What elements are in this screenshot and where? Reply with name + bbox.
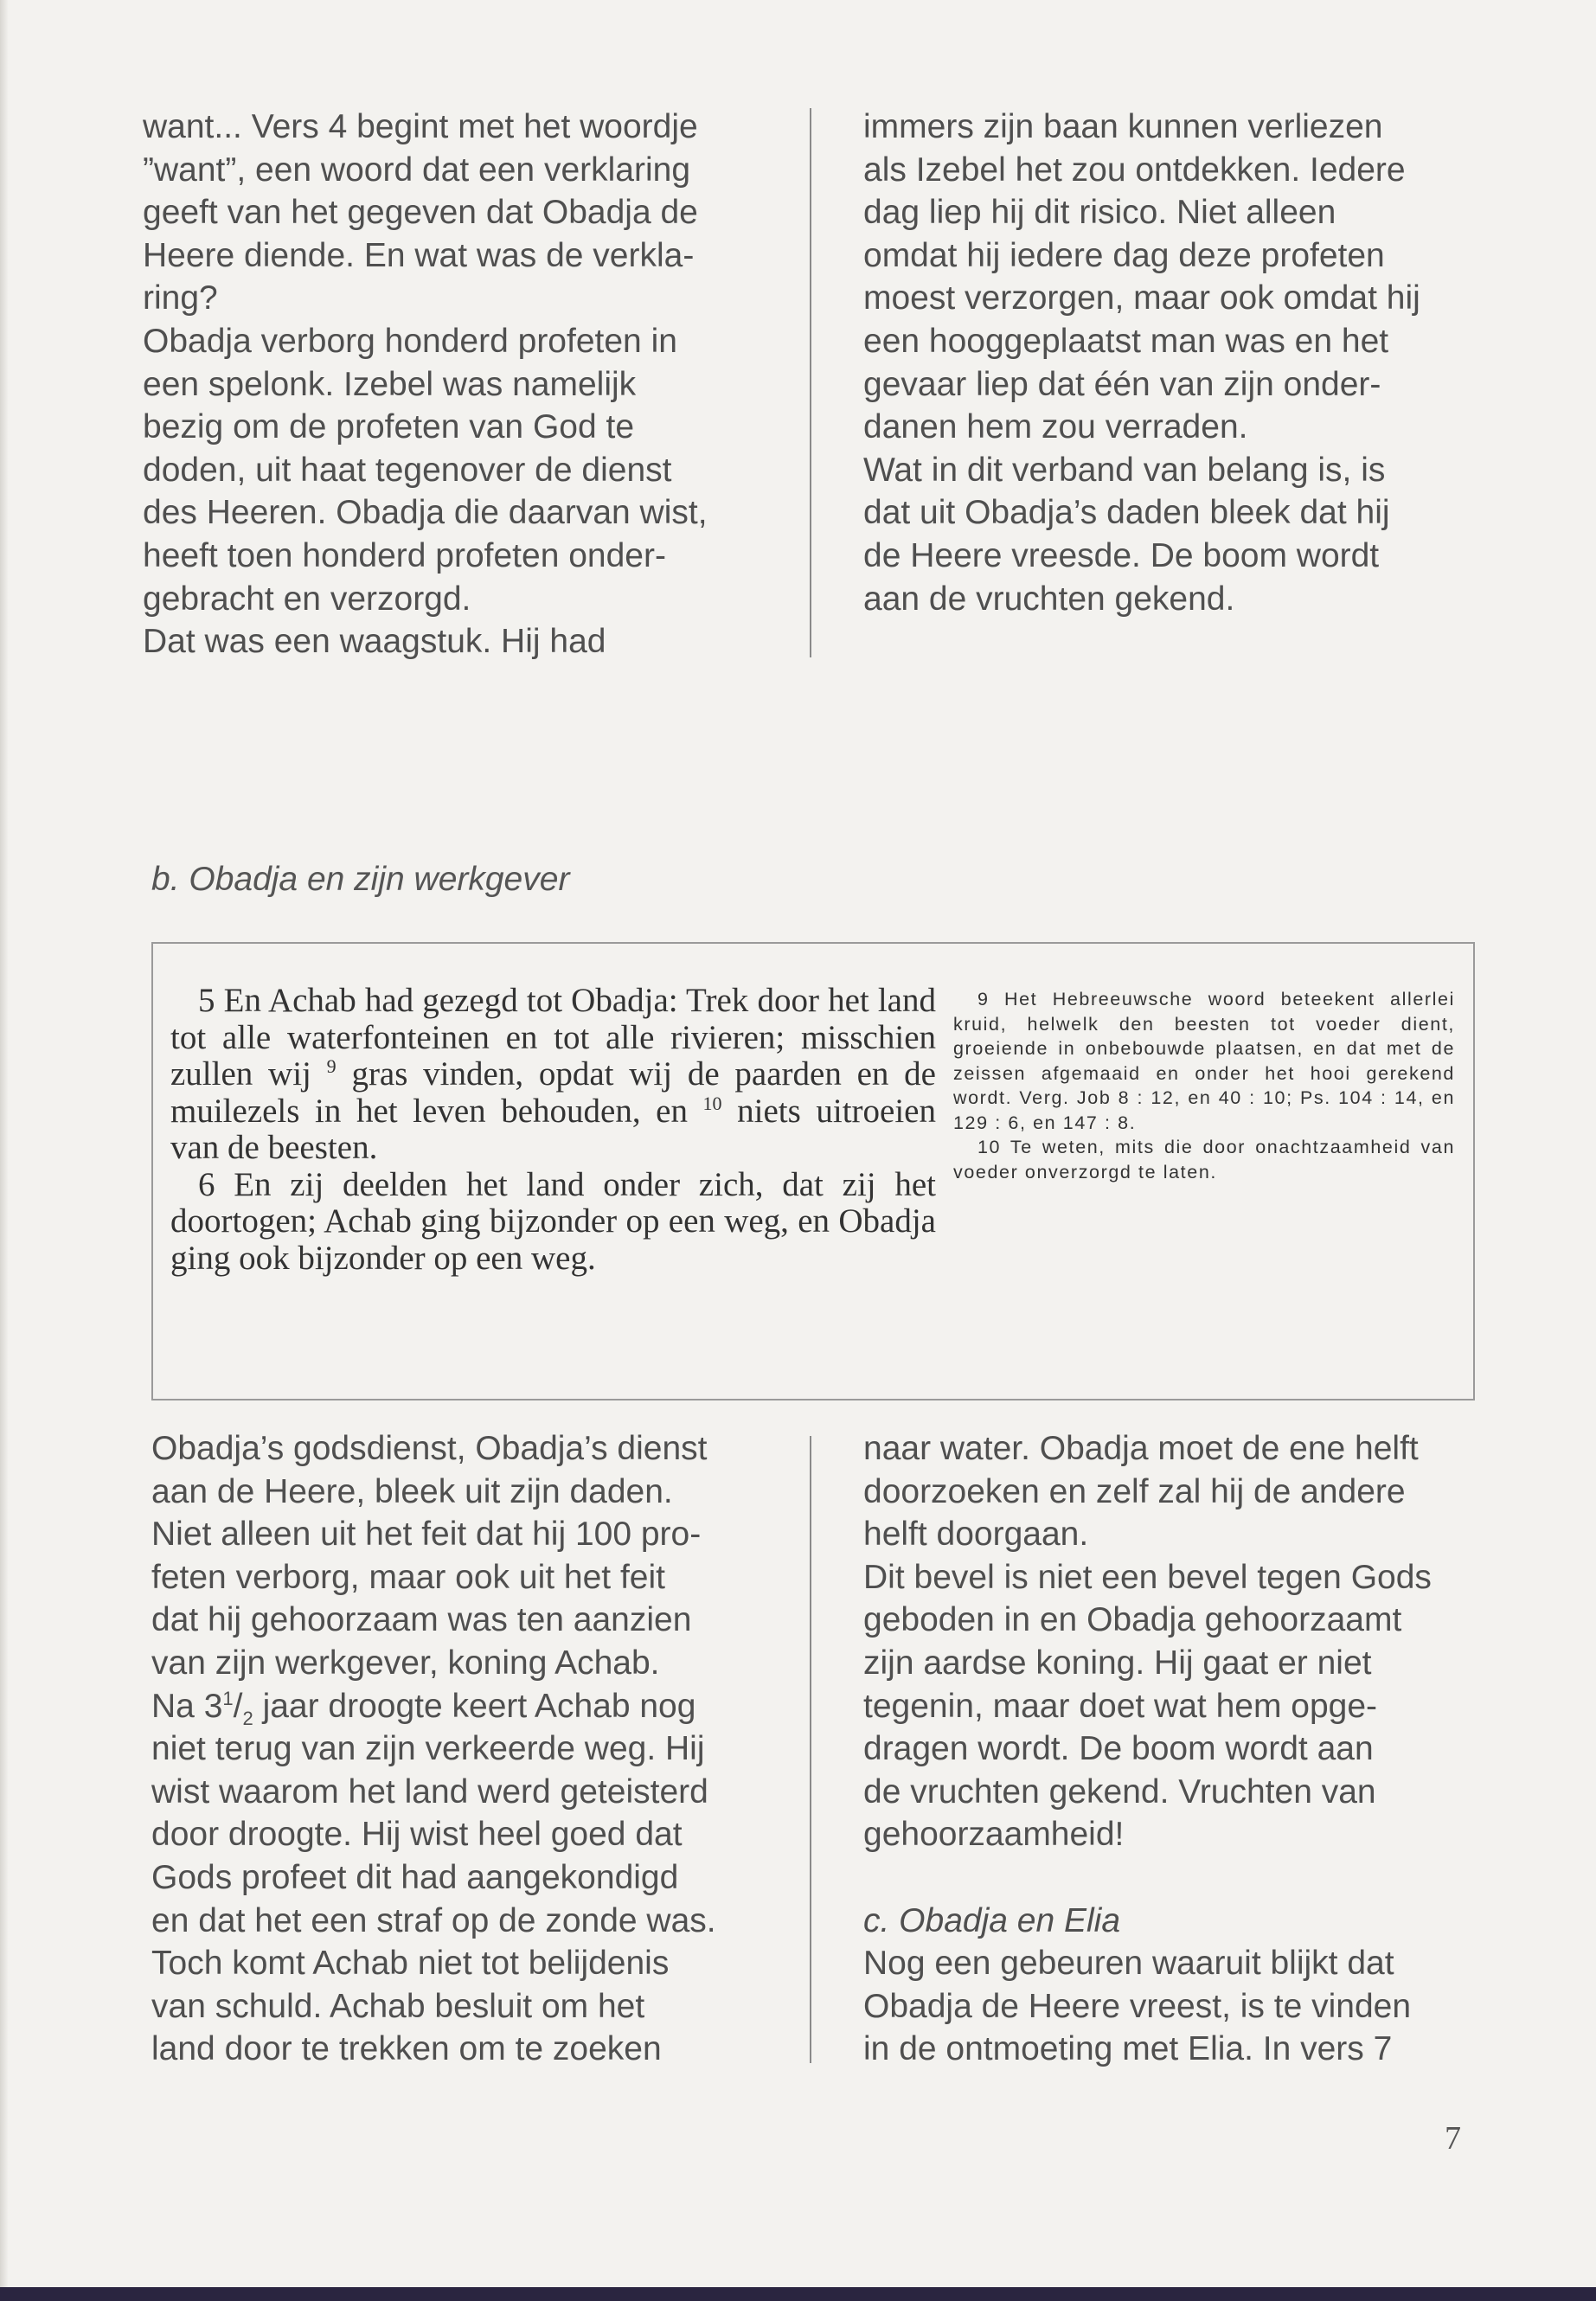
text-line: door droogte. Hij wist heel goed dat	[151, 1816, 683, 1854]
text-fragment: Na 3	[151, 1687, 223, 1725]
text-line: Toch komt Achab niet tot belijdenis	[151, 1945, 670, 1983]
text-line: de vruchten gekend. Vruchten van	[863, 1772, 1376, 1811]
text-line: aan de vruchten gekend.	[863, 580, 1235, 618]
text-line: gevaar liep dat één van zijn onder-	[863, 365, 1381, 403]
text-line: des Heeren. Obadja die daarvan wist,	[143, 494, 708, 532]
text-line: en dat het een straf op de zonde was.	[151, 1901, 716, 1939]
bottom-left-column	[151, 1427, 809, 2071]
text-line: dragen wordt. De boom wordt aan	[863, 1730, 1374, 1768]
text-line: Obadja’s godsdienst, Obadja’s dienst	[151, 1430, 708, 1467]
text-line: Dit bevel is niet een bevel tegen Gods	[863, 1558, 1432, 1596]
text-line: gebracht en verzorgd.	[143, 580, 471, 618]
verse-text: niets uitroeien van de beesten.	[170, 1092, 936, 1166]
verse-6: 6 En zij deelden het land onder zich, dat zij het doortogen; Achab ging bijzonder op een weg, en Obadja ging ook bijzonder op een weg.	[170, 1165, 936, 1277]
text-line: de Heere vreesde. De boom wordt	[863, 536, 1380, 574]
text-line: zijn aardse koning. Hij gaat er niet	[863, 1644, 1372, 1682]
text-line: Heere diende. En wat was de verkla-	[143, 236, 695, 274]
text-line: ring?	[143, 279, 218, 317]
fraction: $^1/_2$	[222, 1687, 253, 1729]
text-line: doden, uit haat tegenover de dienst	[143, 451, 672, 489]
text-line: van zijn werkgever, koning Achab.	[151, 1644, 660, 1682]
text-line: dat uit Obadja’s daden bleek dat hij	[863, 494, 1390, 532]
text-line: wist waarom het land werd geteisterd	[151, 1772, 708, 1811]
page-binding-edge	[0, 0, 9, 2301]
text-line: Obadja verborg honderd profeten in	[143, 322, 677, 360]
section-heading-b: b. Obadja en zijn werkgever	[151, 861, 570, 898]
scripture-box	[151, 942, 1475, 1400]
text-fragment: jaar droogte keert Achab nog	[253, 1687, 696, 1725]
text-line: gehoorzaamheid!	[863, 1816, 1125, 1854]
text-line: niet terug van zijn verkeerde weg. Hij	[151, 1730, 705, 1768]
section-heading-c: c. Obadja en Elia	[863, 1901, 1121, 1939]
text-line: Dat was een waagstuk. Hij had	[143, 623, 606, 661]
text-line: van schuld. Achab besluit om het	[151, 1987, 645, 2025]
text-line: in de ontmoeting met Elia. In vers 7	[863, 2030, 1393, 2068]
footnote-9: 9 Het Hebreeuwsche woord beteekent allerlei kruid, helwelk den beesten tot voeder dient, groeiende in onbebouwde plaatsen, en dat met de zeissen afgemaaid en onder het hooi gerekend wordt. Verg. Job 8 : 12, en 40 : 10; Ps. 104 : 14, en 129 : 6, en 147 : 8.	[953, 989, 1455, 1133]
text-line: bezig om de profeten van God te	[143, 408, 635, 446]
footnote-10: 10 Te weten, mits die door onachtzaamheid van voeder onverzorgd te laten.	[953, 1137, 1455, 1183]
text-line: heeft toen honderd profeten onder-	[143, 536, 666, 574]
text-line: Gods profeet dit had aangekondigd	[151, 1858, 679, 1896]
verse-5	[170, 983, 936, 1167]
column-divider	[810, 1436, 811, 2063]
text-line: Wat in dit verband van belang is, is	[863, 451, 1386, 489]
text-line: als Izebel het zou ontdekken. Iedere	[863, 151, 1406, 189]
text-line: immers zijn baan kunnen verliezen	[863, 108, 1383, 145]
fraction-numerator: 1	[222, 1687, 234, 1709]
text-line: omdat hij iedere dag deze profeten	[863, 236, 1385, 274]
footnote-marker-9: 9	[326, 1055, 337, 1077]
text-line-fraction	[151, 1685, 809, 1728]
text-line: land door te trekken om te zoeken	[151, 2030, 662, 2068]
bottom-right-column	[863, 1427, 1495, 2071]
top-right-column	[863, 106, 1495, 620]
text-line: naar water. Obadja moet de ene helft	[863, 1430, 1419, 1467]
paragraph-gap	[863, 1856, 1495, 1900]
text-line: feten verborg, maar ook uit het feit	[151, 1558, 665, 1596]
text-line: doorzoeken en zelf zal hij de andere	[863, 1472, 1406, 1510]
scan-bottom-edge	[0, 2287, 1596, 2301]
text-line: Niet alleen uit het feit dat hij 100 pro-	[151, 1516, 702, 1554]
text-line: moest verzorgen, maar ook omdat hij	[863, 279, 1420, 317]
text-line: een spelonk. Izebel was namelijk	[143, 365, 637, 403]
text-line: tegenin, maar doet wat hem opge-	[863, 1687, 1378, 1725]
page-number: 7	[1445, 2120, 1461, 2157]
text-line: aan de Heere, bleek uit zijn daden.	[151, 1472, 673, 1510]
scripture-footnotes	[953, 987, 1455, 1184]
text-line: Obadja de Heere vreest, is te vinden	[863, 1987, 1412, 2025]
text-line: ”want”, een woord dat een verklaring	[143, 151, 691, 189]
text-line: danen hem zou verraden.	[863, 408, 1248, 446]
text-line: Nog een gebeuren waaruit blijkt dat	[863, 1945, 1394, 1983]
text-line: helft doorgaan.	[863, 1516, 1089, 1554]
column-divider	[810, 108, 811, 657]
text-line: geboden in en Obadja gehoorzaamt	[863, 1601, 1402, 1639]
text-line: dag liep hij dit risico. Niet alleen	[863, 194, 1336, 232]
top-left-column	[143, 106, 800, 663]
text-line: dat hij gehoorzaam was ten aanzien	[151, 1601, 692, 1639]
text-line: want... Vers 4 begint met het woordje	[143, 108, 698, 145]
text-line: geeft van het gegeven dat Obadja de	[143, 194, 698, 232]
footnote-marker-10: 10	[702, 1092, 722, 1114]
scripture-verses	[170, 983, 936, 1277]
text-line: een hooggeplaatst man was en het	[863, 322, 1389, 360]
verse-text: gras vinden, opdat wij de paarden en de muilezels in het leven behouden, en	[170, 1055, 936, 1130]
fraction-denominator: 2	[242, 1707, 253, 1729]
verse-text: 5 En Achab had gezegd tot Obadja: Trek door het land tot alle waterfonteinen en tot alle rivieren; misschien zullen wij	[170, 982, 936, 1093]
